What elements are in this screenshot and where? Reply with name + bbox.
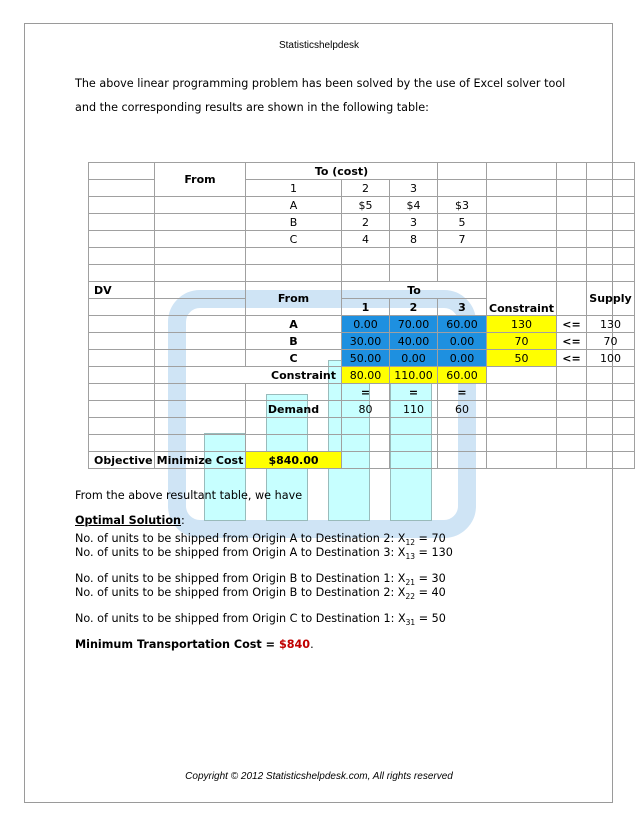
optimal-colon: :: [181, 514, 185, 527]
dv-label: DV: [89, 282, 155, 299]
demand-cell: 110: [390, 401, 438, 418]
cost-dest: 3: [390, 180, 438, 197]
demand-cell: 80: [342, 401, 390, 418]
column-constraint-cell: 80.00: [342, 367, 390, 384]
line-text: No. of units to be shipped from Origin B to Destination 2: X: [75, 586, 406, 599]
solution-line-b2: [75, 586, 446, 601]
table-row: [89, 384, 635, 401]
cost-to-label: To (cost): [246, 163, 438, 180]
line-text: No. of units to be shipped from Origin C to Destination 1: X: [75, 612, 406, 625]
line-value: = 40: [415, 586, 446, 599]
column-constraint-cell: 60.00: [438, 367, 487, 384]
cost-cell: 8: [390, 231, 438, 248]
min-cost-line: [75, 638, 314, 651]
decision-cell: 30.00: [342, 333, 390, 350]
solution-origin: A: [246, 316, 342, 333]
cost-cell: $4: [390, 197, 438, 214]
cost-cell: $3: [438, 197, 487, 214]
line-subscript: 12: [405, 538, 415, 548]
line-text: No. of units to be shipped from Origin A to Destination 2: X: [75, 532, 406, 545]
decision-cell: 40.00: [390, 333, 438, 350]
resultant-text: From the above resultant table, we have: [75, 489, 303, 502]
line-subscript: 22: [405, 592, 416, 602]
cost-cell: 5: [438, 214, 487, 231]
min-cost-value: $840: [278, 638, 311, 651]
optimal-label: Optimal Solution: [75, 514, 182, 527]
solution-line-a2: [75, 532, 446, 547]
min-cost-label: Minimum Transportation Cost =: [75, 638, 279, 651]
solution-to-label: To: [342, 282, 487, 299]
line-subscript: 21: [405, 578, 416, 588]
equality-cell: =: [342, 384, 390, 401]
cost-cell: $5: [342, 197, 390, 214]
decision-cell: 0.00: [438, 350, 487, 367]
row-constraint-cell: 50: [487, 350, 557, 367]
line-value: = 70: [415, 532, 446, 545]
cost-origin: B: [246, 214, 342, 231]
constraint-header: Constraint: [487, 282, 557, 316]
solution-dest: 1: [342, 299, 390, 316]
column-constraint-label: Constraint: [155, 367, 342, 384]
decision-cell: 0.00: [438, 333, 487, 350]
operator-cell: <=: [557, 316, 587, 333]
line-subscript: 31: [405, 618, 416, 628]
table-row: [89, 401, 635, 418]
cost-cell: 3: [390, 214, 438, 231]
line-value: = 50: [415, 612, 446, 625]
min-cost-end: .: [310, 638, 314, 651]
supply-header: Supply: [587, 282, 635, 316]
solution-dest: 2: [390, 299, 438, 316]
supply-cell: 100: [587, 350, 635, 367]
results-table: [88, 162, 635, 469]
cost-cell: 2: [342, 214, 390, 231]
minimize-label: Minimize Cost: [155, 452, 246, 469]
solution-origin: B: [246, 333, 342, 350]
table-row: [89, 367, 635, 384]
solution-line-a3: [75, 546, 453, 561]
line-value: = 130: [415, 546, 453, 559]
decision-cell: 0.00: [390, 350, 438, 367]
solution-line-c1: [75, 612, 446, 627]
table-row: [89, 214, 635, 231]
intro-paragraph: The above linear programming problem has been solved by the use of Excel solver tool and the corresponding results are shown in the following table:: [75, 77, 566, 114]
row-constraint-cell: 130: [487, 316, 557, 333]
table-row: [89, 333, 635, 350]
page-footer: Copyright © 2012 Statisticshelpdesk.com, All rights reserved: [185, 771, 453, 782]
equality-cell: =: [390, 384, 438, 401]
line-text: No. of units to be shipped from Origin A to Destination 3: X: [75, 546, 406, 559]
cost-origin: C: [246, 231, 342, 248]
solution-dest: 3: [438, 299, 487, 316]
table-row: [89, 350, 635, 367]
objective-value: $840.00: [246, 452, 342, 469]
table-row: [89, 316, 635, 333]
decision-cell: 0.00: [342, 316, 390, 333]
page-header: Statisticshelpdesk: [278, 40, 360, 51]
solution-from-label: From: [246, 282, 342, 316]
supply-cell: 70: [587, 333, 635, 350]
solution-line-b1: [75, 572, 446, 587]
line-text: No. of units to be shipped from Origin B to Destination 1: X: [75, 572, 406, 585]
decision-cell: 60.00: [438, 316, 487, 333]
decision-cell: 70.00: [390, 316, 438, 333]
equality-cell: =: [438, 384, 487, 401]
line-subscript: 13: [405, 552, 415, 562]
solution-origin: C: [246, 350, 342, 367]
cost-from-label: From: [155, 163, 246, 197]
cost-dest: 2: [342, 180, 390, 197]
cost-origin: A: [246, 197, 342, 214]
table-row: [89, 197, 635, 214]
cost-cell: 4: [342, 231, 390, 248]
table-row: [89, 231, 635, 248]
cost-dest: 1: [246, 180, 342, 197]
table-row: [89, 452, 635, 469]
decision-cell: 50.00: [342, 350, 390, 367]
column-constraint-cell: 110.00: [390, 367, 438, 384]
objective-label: Objective: [89, 452, 155, 469]
demand-label: Demand: [246, 401, 342, 418]
operator-cell: <=: [557, 333, 587, 350]
optimal-solution-heading: [75, 514, 185, 527]
operator-cell: <=: [557, 350, 587, 367]
line-value: = 30: [415, 572, 446, 585]
row-constraint-cell: 70: [487, 333, 557, 350]
supply-cell: 130: [587, 316, 635, 333]
demand-cell: 60: [438, 401, 487, 418]
cost-cell: 7: [438, 231, 487, 248]
